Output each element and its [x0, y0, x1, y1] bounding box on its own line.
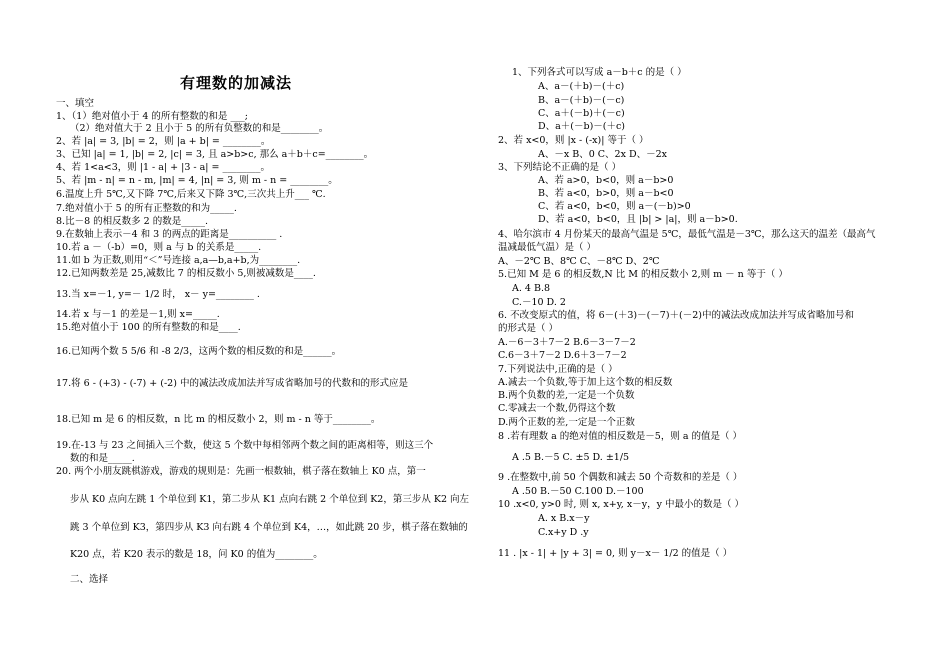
option-line: C、a＋(－b)＋(－c) — [538, 108, 625, 119]
question-line: 7.绝对值小于 5 的所有正整数的和为_____. — [56, 203, 237, 214]
question-line: 14.若 x 与－1 的差是－1,则 x=_____. — [56, 309, 220, 320]
option-line: B.两个负数的差,一定是一个负数 — [498, 390, 635, 401]
question-line: 20. 两个小朋友跳棋游戏，游戏的规则是：先画一根数轴，棋子落在数轴上 K0 点，第一 — [56, 466, 426, 477]
question-line: 的形式是（ ） — [498, 323, 559, 334]
question-line: 9.在数轴上表示－4 和 3 的两点的距离是__________ . — [56, 229, 283, 240]
question-line: 温减最低气温）是（ ） — [498, 242, 597, 253]
question-line: 步从 K0 点向左跳 1 个单位到 K1，第二步从 K1 点向右跳 2 个单位到 K2，第三步从 K2 向左 — [70, 494, 470, 505]
option-line: A. x B.x－y — [538, 513, 590, 524]
option-line: B、a－(＋b)－(－c) — [538, 95, 625, 106]
question-line: 数的和是_____. — [70, 453, 135, 464]
option-line: C.x+y D .y — [538, 527, 589, 538]
option-line: C.零减去一个数,仍得这个数 — [498, 403, 616, 414]
question-line: 17.将 6 - (+3) - (-7) + (-2) 中的减法改成加法并写成省略加号的代数和的形式应是 — [56, 378, 408, 389]
question-line: 16.已知两个数 5 5/6 和 -8 2/3，这两个数的相反数的和是______。 — [56, 346, 342, 357]
option-line: A、－x B、0 C、2x D、－2x — [538, 149, 667, 160]
option-line: A. 4 B.8 — [512, 283, 551, 294]
question-line: K20 点，若 K20 表示的数是 18，问 K0 的值为________。 — [70, 549, 323, 560]
option-line: A、－2℃ B、8℃ C、－8℃ D、2℃ — [498, 256, 660, 267]
section-choice: 二、选择 — [70, 574, 109, 585]
question-line: 18.已知 m 是 6 的相反数，n 比 m 的相反数小 2，则 m - n 等于________。 — [56, 414, 381, 425]
question-line: 5、若 |m - n| = n - m, |m| = 4, |n| = 3, 则 m - n = ________。 — [56, 175, 338, 186]
option-line: A、若 a>0，b<0，则 a－b>0 — [538, 175, 674, 186]
question-line: 7.下列说法中,正确的是（ ） — [498, 364, 618, 375]
option-line: A .50 B.－50 C.100 D.－100 — [512, 486, 644, 497]
question-line: 10.若 a －（-b）=0，则 a 与 b 的关系是_____. — [56, 242, 262, 253]
question-line: 6. 不改变原式的值，将 6－(＋3)－(－7)＋(－2)中的减法改成加法并写成省略加号和 — [498, 310, 855, 321]
question-line: 15.绝对值小于 100 的所有整数的和是____. — [56, 322, 241, 333]
section-fill-blank: 一、填空 — [56, 98, 95, 109]
option-line: C.6－3＋7－2 D.6＋3－7－2 — [498, 350, 627, 361]
question-line: 11 . |x - 1| + |y + 3| = 0, 则 y－x－ 1/2 的值是（ ） — [498, 548, 733, 559]
question-line: 3、下列结论不正确的是（ ） — [498, 162, 622, 173]
question-line: 10 .x<0, y>0 时, 则 x, x+y, x－y，y 中最小的数是（ ） — [498, 499, 744, 510]
option-line: A.减去一个负数,等于加上这个数的相反数 — [498, 377, 673, 388]
question-line: 2、若 |a| = 3, |b| = 2，则 |a + b| = ________。 — [56, 136, 271, 147]
option-line: C、若 a<0，b<0，则 a－(－b)>0 — [538, 201, 691, 212]
option-line: C.－10 D. 2 — [512, 297, 566, 308]
page-title: 有理数的加减法 — [180, 74, 293, 92]
question-line: （2）绝对值大于 2 且小于 5 的所有负整数的和是________。 — [70, 123, 329, 134]
question-line: 8 .若有理数 a 的绝对值的相反数是－5，则 a 的值是（ ） — [498, 431, 743, 442]
question-line: 13.当 x=－1, y=－ 1/2 时， x－ y=________ . — [56, 289, 260, 300]
option-line: A .5 B.－5 C. ±5 D. ±1/5 — [512, 452, 630, 463]
question-line: 4、哈尔滨市 4 月份某天的最高气温是 5℃，最低气温是－3℃，那么这天的温差（最高气 — [498, 229, 876, 240]
option-line: D.两个正数的差,一定是一个正数 — [498, 417, 635, 428]
question-line: 1、下列各式可以写成 a－b＋c 的是（ ） — [512, 67, 687, 78]
question-line: 19.在-13 与 23 之间插入三个数，使这 5 个数中每相邻两个数之间的距离相等，则这三个 — [56, 440, 434, 451]
question-line: 5.已知 M 是 6 的相反数,N 比 M 的相反数小 2,则 m － n 等于（ ） — [498, 269, 788, 280]
question-line: 1、（1）绝对值小于 4 的所有整数的和是 ___; — [56, 111, 248, 122]
question-line: 9 .在整数中,前 50 个偶数和减去 50 个奇数和的差是（ ） — [498, 472, 743, 483]
question-line: 跳 3 个单位到 K3，第四步从 K3 向右跳 4 个单位到 K4，…，如此跳 20 步，棋子落在数轴的 — [70, 522, 468, 533]
question-line: 11.如 b 为正数,则用“＜”号连接 a,a—b,a+b,为________. — [56, 255, 301, 266]
question-line: 3、已知 |a| = 1, |b| = 2, |c| = 3, 且 a>b>c, 那么 a＋b＋c=________。 — [56, 149, 374, 160]
question-line: 6.温度上升 5℃,又下降 7℃,后来又下降 3℃,三次共上升___ ℃. — [56, 189, 326, 200]
question-line: 8.比－8 的相反数多 2 的数是_____. — [56, 216, 208, 227]
question-line: 12.已知两数差是 25,减数比 7 的相反数小 5,则被减数是____. — [56, 268, 316, 279]
option-line: B、若 a<0，b>0，则 a－b<0 — [538, 188, 674, 199]
option-line: D、若 a<0，b<0，且 |b| > |a|，则 a－b>0. — [538, 214, 738, 225]
option-line: A、a－(＋b)－(＋c) — [538, 81, 625, 92]
option-line: A.－6－3＋7－2 B.6－3－7－2 — [498, 337, 636, 348]
question-line: 4、若 1<a<3，则 |1 - a| + |3 - a| = ________。 — [56, 162, 270, 173]
option-line: D、a＋(－b)－(＋c) — [538, 121, 626, 132]
question-line: 2、若 x<0，则 |x - (-x)| 等于（ ） — [498, 135, 649, 146]
